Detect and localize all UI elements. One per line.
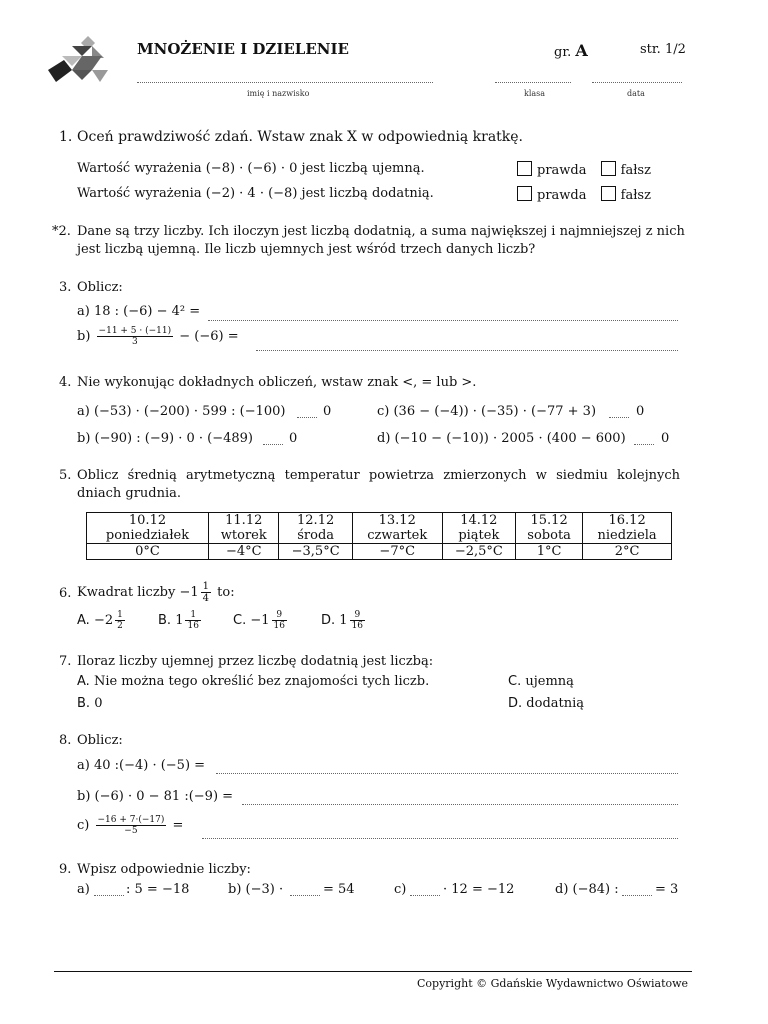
q3-b: [77, 326, 239, 347]
q3-a: a) 18 : (−6) − 4² =: [77, 304, 201, 319]
option-whole: 1: [339, 613, 348, 628]
q3-b-answer[interactable]: [256, 350, 678, 351]
q8-c-answer[interactable]: [202, 838, 678, 839]
q4-a-end: 0: [323, 404, 332, 419]
cell-date: 13.12: [378, 513, 416, 528]
q7-option-b[interactable]: [77, 696, 102, 711]
q4-a-answer[interactable]: [297, 417, 317, 418]
q1-answer-1: [517, 161, 651, 178]
q1-answer-2: [517, 186, 651, 203]
option-letter: D.: [321, 613, 336, 628]
cell-temp: −2,5°C: [442, 544, 515, 560]
cell-day: poniedziałek: [105, 528, 190, 543]
cell-temp: 2°C: [583, 544, 672, 560]
q9-c-suffix: · 12 = −12: [443, 882, 515, 897]
q1-number: 1.: [59, 129, 73, 145]
option-numerator: 1: [185, 610, 200, 621]
tangram-logo: [48, 36, 116, 90]
cell-temp: 1°C: [516, 544, 583, 560]
temperature-table: [86, 512, 672, 560]
class-label: klasa: [524, 89, 546, 98]
option-denominator: 16: [187, 621, 199, 631]
group-value: A: [575, 41, 588, 60]
option-text: 0: [94, 696, 103, 711]
q8-c-suffix: =: [172, 818, 184, 833]
q9-a-suffix: : 5 = −18: [126, 882, 190, 897]
q4-c-answer[interactable]: [609, 417, 629, 418]
table-cell: [279, 513, 352, 544]
q9-c-answer[interactable]: [410, 895, 440, 896]
q6-fraction: [201, 581, 211, 604]
q3-b-prefix: b): [77, 329, 91, 344]
q9-number: 9.: [59, 862, 72, 877]
option-numerator: 9: [350, 610, 365, 621]
q3-a-answer[interactable]: [208, 320, 678, 321]
table-cell: [516, 513, 583, 544]
q9-instruction: Wpisz odpowiednie liczby:: [77, 862, 251, 877]
table-row: [87, 513, 672, 544]
page-number: str. 1/2: [640, 42, 686, 57]
q1-1-false-label: fałsz: [620, 163, 651, 178]
q4-d-answer[interactable]: [634, 444, 654, 445]
option-letter: B.: [77, 696, 91, 711]
q5-line-2: dniach grudnia.: [77, 486, 182, 501]
q1-1-true-checkbox[interactable]: [517, 161, 532, 176]
date-label: data: [627, 89, 645, 98]
q8-instruction: Oblicz:: [77, 733, 123, 748]
q2-line-2: jest liczbą ujemną. Ile liczb ujemnych jest wśród trzech danych liczb?: [77, 242, 536, 257]
cell-date: 12.12: [297, 513, 335, 528]
q5-number: 5.: [59, 468, 72, 483]
group-label: [554, 41, 588, 60]
q3-b-fraction: [97, 326, 174, 347]
date-field[interactable]: [592, 82, 682, 83]
footer-divider: [54, 971, 692, 972]
q3-instruction: Oblicz:: [77, 280, 123, 295]
q1-1-true-label: prawda: [537, 163, 587, 178]
q8-b-answer[interactable]: [242, 804, 678, 805]
q7-number: 7.: [59, 654, 72, 669]
cell-day: sobota: [527, 528, 571, 543]
q9-b-answer[interactable]: [290, 895, 320, 896]
cell-date: 16.12: [608, 513, 646, 528]
table-cell: [442, 513, 515, 544]
q4-b: b) (−90) : (−9) · 0 · (−489): [77, 431, 253, 446]
option-fraction: [350, 610, 365, 631]
q6-text-end: to:: [217, 585, 235, 600]
option-letter: A.: [77, 674, 90, 689]
q6-denominator: 4: [202, 593, 210, 604]
table-row: [87, 544, 672, 560]
q8-c-prefix: c): [77, 818, 90, 833]
q4-d-end: 0: [661, 431, 670, 446]
q9-b-prefix: b) (−3) ·: [228, 882, 284, 897]
option-denominator: 16: [273, 621, 285, 631]
option-whole: 1: [175, 613, 184, 628]
q7-question: Iloraz liczby ujemnej przez liczbę dodatnią jest liczbą:: [77, 654, 434, 669]
q9-c-prefix: c): [394, 882, 407, 897]
option-numerator: 9: [272, 610, 287, 621]
cell-day: środa: [297, 528, 335, 543]
option-whole: −1: [250, 613, 270, 628]
option-letter: D.: [508, 696, 523, 711]
q8-b: b) (−6) · 0 − 81 :(−9) =: [77, 789, 234, 804]
q7-option-d[interactable]: [508, 696, 584, 711]
name-label: imię i nazwisko: [247, 89, 310, 98]
q2-line-1: Dane są trzy liczby. Ich iloczyn jest liczbą dodatnią, a suma największej i najmniejszej z nich: [77, 224, 685, 239]
q9-a-answer[interactable]: [94, 895, 124, 896]
q4-b-end: 0: [289, 431, 298, 446]
cell-temp: −7°C: [352, 544, 442, 560]
q9-b-suffix: = 54: [323, 882, 355, 897]
worksheet-title: MNOŻENIE I DZIELENIE: [137, 40, 349, 58]
q6-option-a[interactable]: [77, 610, 127, 631]
q8-a-answer[interactable]: [216, 773, 678, 774]
q4-a: a) (−53) · (−200) · 599 : (−100): [77, 404, 286, 419]
q3-number: 3.: [59, 280, 72, 295]
class-field[interactable]: [495, 82, 571, 83]
q9-d-prefix: d) (−84) :: [555, 882, 619, 897]
cell-temp: −3,5°C: [279, 544, 352, 560]
copyright: Copyright © Gdańskie Wydawnictwo Oświatowe: [417, 977, 689, 990]
q8-c-fraction: [96, 815, 167, 836]
q6-option-c[interactable]: [233, 610, 289, 631]
q8-c-numerator: −16 + 7·(−17): [97, 815, 165, 825]
q9-d-suffix: = 3: [655, 882, 679, 897]
table-cell: [209, 513, 279, 544]
cell-date: 14.12: [460, 513, 498, 528]
q1-instruction: Oceń prawdziwość zdań. Wstaw znak X w odpowiednią kratkę.: [77, 129, 524, 145]
q1-2-true-checkbox[interactable]: [517, 186, 532, 201]
option-denominator: 2: [117, 621, 123, 631]
cell-date: 15.12: [530, 513, 568, 528]
group-text: gr.: [554, 45, 572, 60]
q1-1-false-checkbox[interactable]: [601, 161, 616, 176]
option-text: dodatnią: [526, 696, 585, 711]
option-fraction: [272, 610, 287, 631]
q6-numerator: 1: [202, 581, 210, 592]
q6-text: Kwadrat liczby −1: [77, 585, 199, 600]
q8-number: 8.: [59, 733, 72, 748]
q3-b-denominator: 3: [131, 337, 138, 347]
q1-2-false-checkbox[interactable]: [601, 186, 616, 201]
cell-day: piątek: [458, 528, 500, 543]
q8-c: [77, 815, 183, 836]
q8-a: a) 40 :(−4) · (−5) =: [77, 758, 206, 773]
name-field[interactable]: [137, 82, 433, 83]
q6-question: [77, 581, 235, 604]
cell-day: wtorek: [220, 528, 267, 543]
option-letter: C.: [508, 674, 522, 689]
option-letter: C.: [233, 613, 247, 628]
q4-c: c) (36 − (−4)) · (−35) · (−77 + 3): [377, 404, 597, 419]
q6-number: 6.: [59, 586, 72, 601]
q4-instruction: Nie wykonując dokładnych obliczeń, wstaw znak <, = lub >.: [77, 375, 477, 390]
q9-d-answer[interactable]: [622, 895, 652, 896]
option-fraction: [185, 610, 200, 631]
q3-b-suffix: − (−6) =: [179, 329, 239, 344]
q4-number: 4.: [59, 375, 72, 390]
q4-b-answer[interactable]: [263, 444, 283, 445]
cell-date: 11.12: [225, 513, 263, 528]
table-cell: [87, 513, 209, 544]
q8-c-denominator: −5: [124, 826, 138, 836]
table-cell: [583, 513, 672, 544]
q9-a-prefix: a): [77, 882, 90, 897]
cell-date: 10.12: [128, 513, 167, 528]
option-letter: A.: [77, 613, 90, 628]
q7-option-c[interactable]: [508, 674, 574, 689]
cell-temp: −4°C: [209, 544, 279, 560]
cell-day: niedziela: [597, 528, 657, 543]
q5-line-1: Oblicz średnią arytmetyczną temperatur powietrza zmierzonych w siedmiu kolejnych: [77, 468, 680, 483]
option-whole: −2: [93, 613, 114, 628]
q1-2-true-label: prawda: [537, 188, 587, 203]
q1-statement-2: Wartość wyrażenia (−2) · 4 · (−8) jest liczbą dodatnią.: [77, 186, 434, 201]
cell-temp: 0°C: [87, 544, 209, 560]
q1-2-false-label: fałsz: [620, 188, 651, 203]
q4-c-end: 0: [636, 404, 645, 419]
q1-statement-1: Wartość wyrażenia (−8) · (−6) · 0 jest liczbą ujemną.: [77, 161, 425, 176]
q3-b-numerator: −11 + 5 · (−11): [98, 326, 172, 336]
q6-option-b[interactable]: [158, 610, 203, 631]
option-letter: B.: [158, 613, 172, 628]
option-numerator: 1: [117, 610, 123, 620]
q6-option-d[interactable]: [321, 610, 367, 631]
q4-d: d) (−10 − (−10)) · 2005 · (400 − 600): [377, 431, 626, 446]
option-denominator: 16: [351, 621, 364, 631]
option-text: Nie można tego określić bez znajomości tych liczb.: [93, 674, 430, 689]
option-fraction: [115, 610, 125, 631]
table-cell: [352, 513, 442, 544]
cell-day: czwartek: [367, 528, 428, 543]
q7-option-a[interactable]: [77, 674, 429, 689]
q2-number: *2.: [52, 224, 71, 239]
option-text: ujemną: [525, 674, 574, 689]
